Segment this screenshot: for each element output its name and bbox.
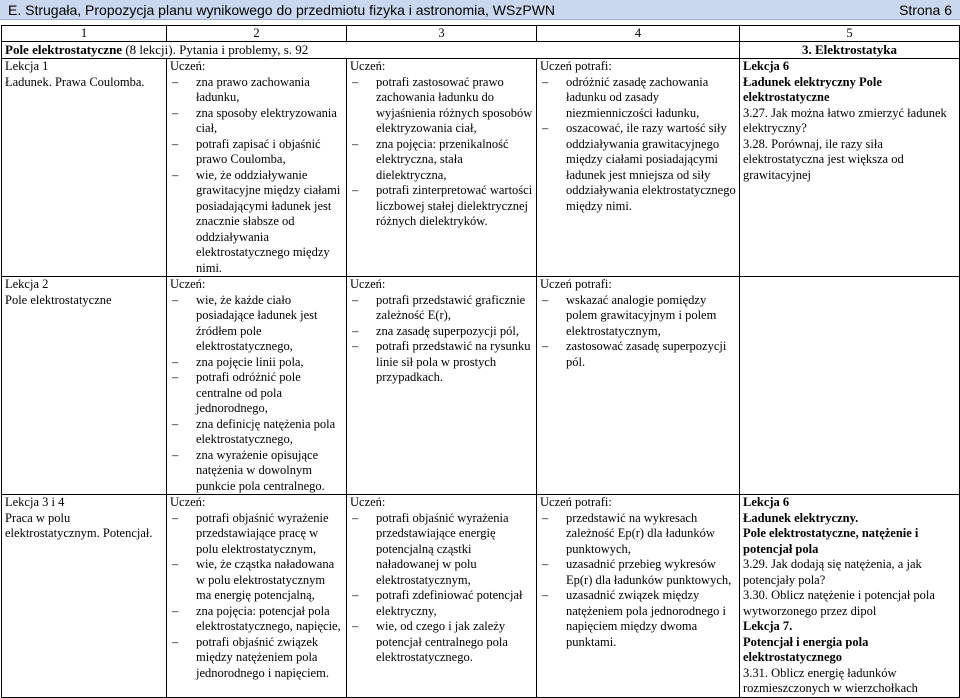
header-title: E. Strugała, Propozycja planu wynikowego do przedmiotu fizyka i astronomia, WSzPWN (8, 1, 556, 18)
problems-title: Pole elektrostatyczne, natężenie i potencjał pola (743, 526, 919, 556)
list-item: – potrafi zastosować prawo zachowania ładunku do wyjaśnienia różnych sposobów elektryzowania ciał, (350, 75, 533, 137)
list-item: – wie, że cząstka naładowana w polu elektrostatycznym ma energię potencjalną, (170, 557, 343, 604)
section-title-bold: Pole elektrostatyczne (5, 42, 123, 57)
column-number: 1 (2, 26, 167, 42)
cell-heading: Uczeń: (350, 495, 386, 509)
column-numbers-row (2, 26, 960, 42)
list-item: – zna prawo zachowania ładunku, (170, 75, 343, 106)
cell-heading: Uczeń potrafi: (540, 495, 612, 509)
lesson-cell (2, 495, 167, 698)
cell-heading: Uczeń: (170, 277, 206, 291)
cell-heading: Uczeń: (170, 59, 206, 73)
lesson-cell (2, 59, 167, 277)
basic-requirements-cell (167, 277, 347, 495)
lesson-number: Lekcja 2 (5, 277, 49, 291)
cell-heading: Uczeń: (350, 59, 386, 73)
document-header (0, 0, 960, 20)
list-item: – oszacować, ile razy wartość siły oddziaływania grawitacyjnego między ciałami posiadającymi ładunek jest mniejsza od siły oddziaływania elektrostatycznego między nimi. (540, 121, 736, 214)
list-item: – potrafi objaśnić wyrażenia przedstawiające energię potencjalną cząstki naładowanej w polu elektrostatycznym, (350, 511, 533, 589)
column-number: 5 (740, 26, 960, 42)
list-item: – potrafi zapisać i objaśnić prawo Coulomba, (170, 137, 343, 168)
list-item: – uzasadnić przebieg wykresów Ep(r) dla ładunków punktowych, (540, 557, 736, 588)
list-item: – zna sposoby elektryzowania ciał, (170, 106, 343, 137)
list-item: – potrafi przedstawić na rysunku linie sił pola w prostych przypadkach. (350, 339, 533, 386)
problems-cell (740, 277, 960, 495)
advanced-requirements-cell (537, 277, 740, 495)
section-name: 3. Elektrostatyka (740, 42, 960, 59)
page-number: Strona 6 (899, 1, 952, 18)
problems-lesson: Lekcja 6 (743, 59, 790, 73)
cell-heading: Uczeń potrafi: (540, 59, 612, 73)
list-item: – potrafi zdefiniować potencjał elektryczny, (350, 588, 533, 619)
list-item: – zna pojęcia: potencjał pola elektrostatycznego, napięcie, (170, 604, 343, 635)
list-item: – zna pojęcia: przenikalność elektryczna, stała dielektryczna, (350, 137, 533, 184)
list-item: – odróżnić zasadę zachowania ładunku od zasady niezmienniczości ładunku, (540, 75, 736, 122)
cell-heading: Uczeń potrafi: (540, 277, 612, 291)
curriculum-table (1, 25, 960, 698)
list-item: – wskazać analogie pomiędzy polem grawitacyjnym i polem elektrostatycznym, (540, 293, 736, 340)
advanced-requirements-cell (537, 495, 740, 698)
problems-title: Ładunek elektryczny. (743, 510, 859, 525)
list-item: – wie, że każde ciało posiadające ładunek jest źródłem pole elektrostatycznego, (170, 293, 343, 355)
table-row (2, 277, 960, 495)
problems-title: Ładunek elektryczny Pole elektrostatyczne (743, 74, 882, 104)
problems-lesson: Lekcja 7. (743, 619, 793, 633)
list-item: – potrafi objaśnić związek między natężeniem pola jednorodnego i napięciem. (170, 635, 343, 682)
list-item: – potrafi odróżnić pole centralne od pola jednorodnego, (170, 370, 343, 417)
problem-item: 3.31. Oblicz energię ładunków rozmieszczonych w wierzchołkach (743, 665, 918, 695)
problems-cell (740, 495, 960, 698)
lesson-title: Pole elektrostatyczne (5, 292, 112, 307)
problem-item: 3.28. Porównaj, ile razy siła elektrostatyczna jest większa od grawitacyjnej (743, 136, 904, 182)
lesson-number: Lekcja 3 i 4 (5, 495, 65, 509)
advanced-requirements-cell (537, 59, 740, 277)
section-title-rest: (8 lekcji). Pytania i problemy, s. 92 (122, 42, 309, 57)
section-title-row (2, 42, 960, 59)
cell-heading: Uczeń: (350, 277, 386, 291)
list-item: – zna wyrażenie opisujące natężenia w dowolnym punkcie pola centralnego. (170, 448, 343, 495)
problems-lesson: Lekcja 6 (743, 495, 790, 509)
cell-heading: Uczeń: (170, 495, 206, 509)
list-item: – zna pojęcie linii pola, (170, 355, 343, 371)
problems-title: Potencjał i energia pola elektrostatycznego (743, 634, 869, 664)
problem-item: 3.30. Oblicz natężenie i potencjał pola wytworzonego przez dipol (743, 588, 935, 618)
list-item: – zastosować zasadę superpozycji pól. (540, 339, 736, 370)
list-item: – przedstawić na wykresach zależność Ep(r) dla ładunków punktowych, (540, 511, 736, 558)
table-row (2, 495, 960, 698)
column-number: 4 (537, 26, 740, 42)
extended-requirements-cell (347, 495, 537, 698)
lesson-title: Praca w polu elektrostatycznym. Potencjał. (5, 510, 153, 540)
list-item: – uzasadnić związek między natężeniem pola jednorodnego i napięciem między dwoma punktami. (540, 588, 736, 650)
table-row (2, 59, 960, 277)
list-item: – wie, że oddziaływanie grawitacyjne między ciałami posiadającymi ładunek jest znacznie słabsze od oddziaływania elektrostatycznego między nimi. (170, 168, 343, 277)
list-item: – zna definicję natężenia pola elektrostatycznego, (170, 417, 343, 448)
lesson-number: Lekcja 1 (5, 59, 49, 73)
problem-item: 3.27. Jak można łatwo zmierzyć ładunek elektryczny? (743, 105, 947, 135)
list-item: – potrafi przedstawić graficznie zależność E(r), (350, 293, 533, 324)
problems-cell (740, 59, 960, 277)
basic-requirements-cell (167, 59, 347, 277)
section-title (2, 42, 740, 59)
problem-item: 3.29. Jak dodają się natężenia, a jak potencjały pola? (743, 557, 922, 587)
list-item: – potrafi zinterpretować wartości liczbowej stałej dielektrycznej różnych dielektryków. (350, 183, 533, 230)
lesson-cell (2, 277, 167, 495)
extended-requirements-cell (347, 59, 537, 277)
lesson-title: Ładunek. Prawa Coulomba. (5, 74, 145, 89)
list-item: – wie, od czego i jak zależy potencjał centralnego pola elektrostatycznego. (350, 619, 533, 666)
column-number: 3 (347, 26, 537, 42)
list-item: – zna zasadę superpozycji pól, (350, 324, 533, 340)
extended-requirements-cell (347, 277, 537, 495)
column-number: 2 (167, 26, 347, 42)
basic-requirements-cell (167, 495, 347, 698)
list-item: – potrafi objaśnić wyrażenie przedstawiające pracę w polu elektrostatycznym, (170, 511, 343, 558)
